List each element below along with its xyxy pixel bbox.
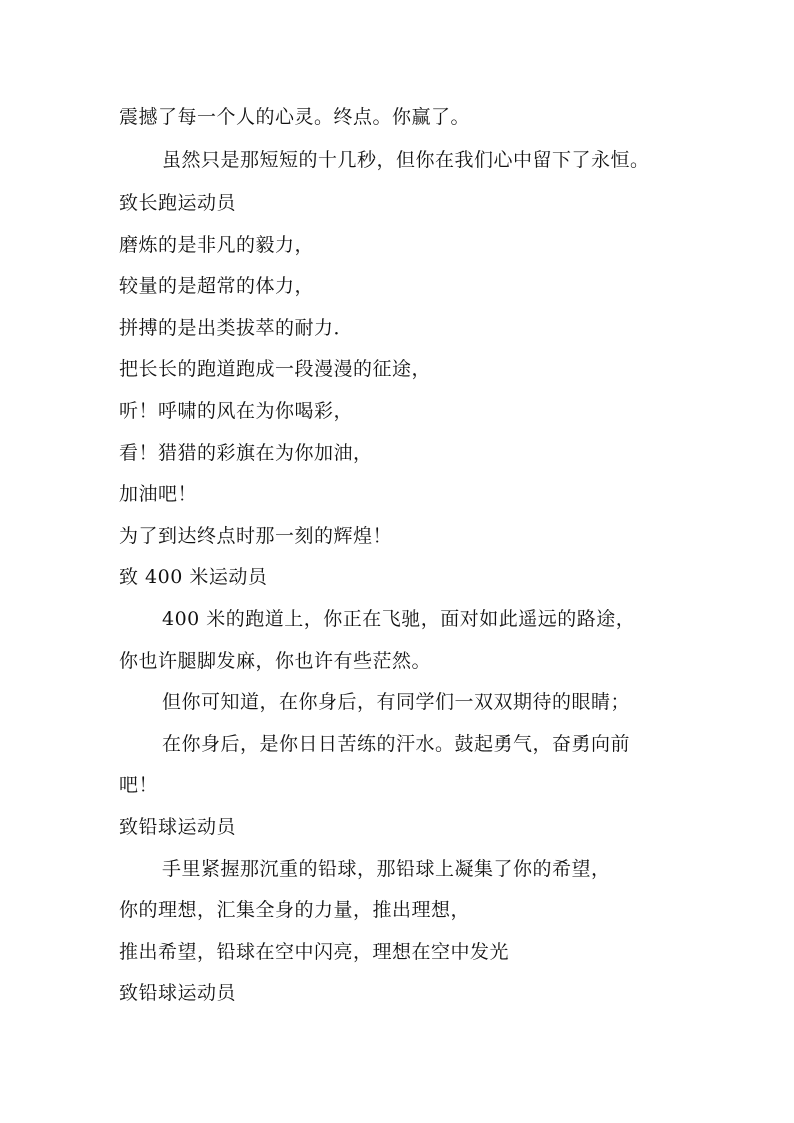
- paragraph-line: 推出希望，铅球在空中闪亮，理想在空中发光: [119, 941, 510, 963]
- poem-line: 看！猎猎的彩旗在为你加油，: [119, 442, 373, 464]
- poem-line: 拼搏的是出类拔萃的耐力．: [119, 317, 354, 339]
- paragraph-line: 手里紧握那沉重的铅球，那铅球上凝集了你的希望，: [162, 858, 611, 880]
- paragraph-line: 但你可知道，在你身后，有同学们一双双期待的眼睛；: [162, 691, 631, 713]
- poem-line: 为了到达终点时那一刻的辉煌！: [119, 525, 393, 547]
- poem-line: 加油吧！: [119, 483, 198, 505]
- paragraph-line: 在你身后，是你日日苦练的汗水。鼓起勇气，奋勇向前: [162, 733, 631, 755]
- poem-line: 听！呼啸的风在为你喝彩，: [119, 400, 354, 422]
- poem-line: 磨炼的是非凡的毅力，: [119, 234, 315, 256]
- paragraph-line: 你也许腿脚发麻，你也许有些茫然。: [119, 650, 432, 672]
- section-heading: 致长跑运动员: [119, 192, 237, 214]
- paragraph-line: 你的理想，汇集全身的力量，推出理想，: [119, 899, 471, 921]
- paragraph-line: 吧！: [119, 774, 159, 796]
- paragraph-line: 400 米的跑道上，你正在飞驰，面对如此遥远的路途，: [162, 608, 636, 630]
- section-heading: 致 400 米运动员: [119, 566, 268, 588]
- poem-line: 把长长的跑道跑成一段漫漫的征途，: [119, 358, 432, 380]
- paragraph-line: 震撼了每一个人的心灵。终点。你赢了。: [119, 106, 471, 128]
- section-heading: 致铅球运动员: [119, 982, 237, 1004]
- section-heading: 致铅球运动员: [119, 816, 237, 838]
- paragraph-line: 虽然只是那短短的十几秒，但你在我们心中留下了永恒。: [162, 149, 650, 171]
- poem-line: 较量的是超常的体力，: [119, 275, 315, 297]
